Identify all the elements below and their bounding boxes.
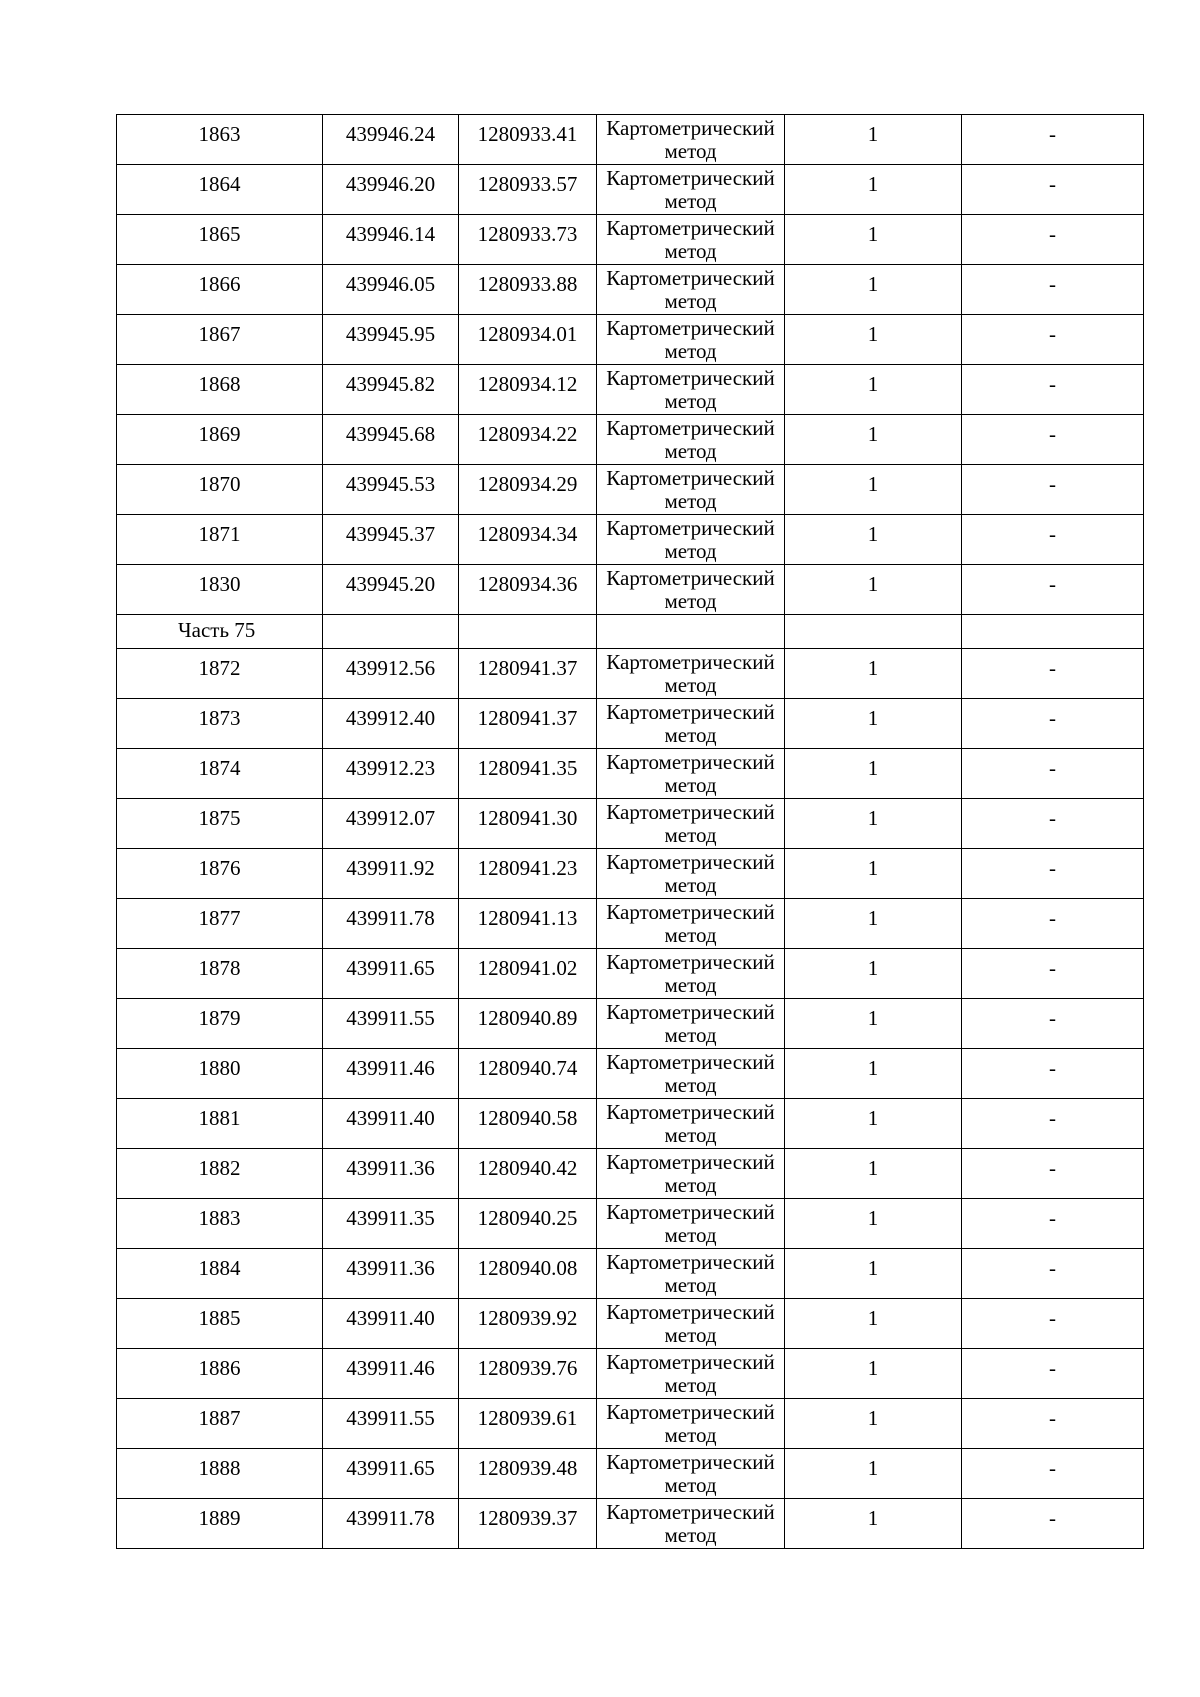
note-cell: -	[962, 1199, 1144, 1249]
point-number-cell: 1887	[117, 1399, 323, 1449]
note-cell: -	[962, 1499, 1144, 1549]
accuracy-cell: 1	[785, 115, 962, 165]
y-coordinate-cell: 1280933.88	[459, 265, 597, 315]
table-row	[117, 1499, 1144, 1549]
method-cell: Картометрический метод	[597, 849, 785, 899]
note-cell: -	[962, 899, 1144, 949]
point-number-cell: 1874	[117, 749, 323, 799]
method-cell: Картометрический метод	[597, 749, 785, 799]
note-cell: -	[962, 165, 1144, 215]
accuracy-cell: 1	[785, 1249, 962, 1299]
method-cell: Картометрический метод	[597, 565, 785, 615]
accuracy-cell: 1	[785, 515, 962, 565]
accuracy-cell: 1	[785, 799, 962, 849]
empty-cell	[323, 615, 459, 649]
y-coordinate-cell: 1280934.12	[459, 365, 597, 415]
empty-cell	[459, 615, 597, 649]
table-row	[117, 849, 1144, 899]
table-row	[117, 899, 1144, 949]
y-coordinate-cell: 1280940.25	[459, 1199, 597, 1249]
note-cell: -	[962, 315, 1144, 365]
y-coordinate-cell: 1280941.37	[459, 699, 597, 749]
note-cell: -	[962, 415, 1144, 465]
y-coordinate-cell: 1280934.29	[459, 465, 597, 515]
note-cell: -	[962, 999, 1144, 1049]
point-number-cell: 1883	[117, 1199, 323, 1249]
x-coordinate-cell: 439946.20	[323, 165, 459, 215]
point-number-cell: 1882	[117, 1149, 323, 1199]
point-number-cell: 1886	[117, 1349, 323, 1399]
point-number-cell: 1866	[117, 265, 323, 315]
y-coordinate-cell: 1280941.02	[459, 949, 597, 999]
y-coordinate-cell: 1280934.01	[459, 315, 597, 365]
y-coordinate-cell: 1280939.37	[459, 1499, 597, 1549]
method-cell: Картометрический метод	[597, 165, 785, 215]
note-cell: -	[962, 1299, 1144, 1349]
note-cell: -	[962, 115, 1144, 165]
note-cell: -	[962, 1249, 1144, 1299]
accuracy-cell: 1	[785, 649, 962, 699]
y-coordinate-cell: 1280934.34	[459, 515, 597, 565]
note-cell: -	[962, 1149, 1144, 1199]
y-coordinate-cell: 1280940.89	[459, 999, 597, 1049]
table-row	[117, 1299, 1144, 1349]
x-coordinate-cell: 439911.36	[323, 1249, 459, 1299]
x-coordinate-cell: 439911.55	[323, 999, 459, 1049]
x-coordinate-cell: 439911.36	[323, 1149, 459, 1199]
table-row	[117, 215, 1144, 265]
x-coordinate-cell: 439911.40	[323, 1299, 459, 1349]
method-cell: Картометрический метод	[597, 1049, 785, 1099]
y-coordinate-cell: 1280933.57	[459, 165, 597, 215]
x-coordinate-cell: 439912.40	[323, 699, 459, 749]
section-row	[117, 615, 1144, 649]
accuracy-cell: 1	[785, 849, 962, 899]
note-cell: -	[962, 699, 1144, 749]
method-cell: Картометрический метод	[597, 215, 785, 265]
table-row	[117, 365, 1144, 415]
method-cell: Картометрический метод	[597, 1099, 785, 1149]
x-coordinate-cell: 439912.23	[323, 749, 459, 799]
table-row	[117, 165, 1144, 215]
table-row	[117, 315, 1144, 365]
x-coordinate-cell: 439945.20	[323, 565, 459, 615]
x-coordinate-cell: 439911.40	[323, 1099, 459, 1149]
x-coordinate-cell: 439911.35	[323, 1199, 459, 1249]
point-number-cell: 1875	[117, 799, 323, 849]
method-cell: Картометрический метод	[597, 1399, 785, 1449]
y-coordinate-cell: 1280939.48	[459, 1449, 597, 1499]
table-row	[117, 949, 1144, 999]
method-cell: Картометрический метод	[597, 515, 785, 565]
method-cell: Картометрический метод	[597, 999, 785, 1049]
table-row	[117, 515, 1144, 565]
table-row	[117, 415, 1144, 465]
y-coordinate-cell: 1280940.42	[459, 1149, 597, 1199]
x-coordinate-cell: 439945.68	[323, 415, 459, 465]
note-cell: -	[962, 1049, 1144, 1099]
x-coordinate-cell: 439911.92	[323, 849, 459, 899]
method-cell: Картометрический метод	[597, 799, 785, 849]
point-number-cell: 1879	[117, 999, 323, 1049]
x-coordinate-cell: 439945.53	[323, 465, 459, 515]
note-cell: -	[962, 749, 1144, 799]
x-coordinate-cell: 439911.46	[323, 1049, 459, 1099]
point-number-cell: 1888	[117, 1449, 323, 1499]
method-cell: Картометрический метод	[597, 465, 785, 515]
note-cell: -	[962, 365, 1144, 415]
point-number-cell: 1868	[117, 365, 323, 415]
accuracy-cell: 1	[785, 265, 962, 315]
method-cell: Картометрический метод	[597, 1199, 785, 1249]
x-coordinate-cell: 439911.46	[323, 1349, 459, 1399]
x-coordinate-cell: 439946.14	[323, 215, 459, 265]
x-coordinate-cell: 439911.55	[323, 1399, 459, 1449]
point-number-cell: 1884	[117, 1249, 323, 1299]
point-number-cell: 1876	[117, 849, 323, 899]
table-row	[117, 1199, 1144, 1249]
y-coordinate-cell: 1280941.37	[459, 649, 597, 699]
accuracy-cell: 1	[785, 1499, 962, 1549]
table-row	[117, 1349, 1144, 1399]
y-coordinate-cell: 1280941.13	[459, 899, 597, 949]
y-coordinate-cell: 1280940.58	[459, 1099, 597, 1149]
table-row	[117, 1099, 1144, 1149]
y-coordinate-cell: 1280941.30	[459, 799, 597, 849]
method-cell: Картометрический метод	[597, 1349, 785, 1399]
method-cell: Картометрический метод	[597, 115, 785, 165]
table-row	[117, 749, 1144, 799]
y-coordinate-cell: 1280939.76	[459, 1349, 597, 1399]
note-cell: -	[962, 1449, 1144, 1499]
table-row	[117, 1049, 1144, 1099]
method-cell: Картометрический метод	[597, 1499, 785, 1549]
accuracy-cell: 1	[785, 749, 962, 799]
accuracy-cell: 1	[785, 315, 962, 365]
table-row	[117, 1449, 1144, 1499]
note-cell: -	[962, 515, 1144, 565]
note-cell: -	[962, 649, 1144, 699]
note-cell: -	[962, 799, 1144, 849]
table-row	[117, 799, 1144, 849]
x-coordinate-cell: 439946.24	[323, 115, 459, 165]
method-cell: Картометрический метод	[597, 1149, 785, 1199]
table-row	[117, 699, 1144, 749]
y-coordinate-cell: 1280933.73	[459, 215, 597, 265]
y-coordinate-cell: 1280940.08	[459, 1249, 597, 1299]
empty-cell	[597, 615, 785, 649]
accuracy-cell: 1	[785, 365, 962, 415]
y-coordinate-cell: 1280934.36	[459, 565, 597, 615]
point-number-cell: 1872	[117, 649, 323, 699]
point-number-cell: 1865	[117, 215, 323, 265]
table-row	[117, 999, 1144, 1049]
point-number-cell: 1863	[117, 115, 323, 165]
table-body	[117, 115, 1144, 1549]
point-number-cell: 1889	[117, 1499, 323, 1549]
accuracy-cell: 1	[785, 1399, 962, 1449]
accuracy-cell: 1	[785, 1349, 962, 1399]
point-number-cell: 1881	[117, 1099, 323, 1149]
note-cell: -	[962, 265, 1144, 315]
section-title: Часть 75	[117, 615, 323, 649]
method-cell: Картометрический метод	[597, 1249, 785, 1299]
point-number-cell: 1864	[117, 165, 323, 215]
method-cell: Картометрический метод	[597, 1299, 785, 1349]
accuracy-cell: 1	[785, 1299, 962, 1349]
y-coordinate-cell: 1280940.74	[459, 1049, 597, 1099]
method-cell: Картометрический метод	[597, 1449, 785, 1499]
accuracy-cell: 1	[785, 165, 962, 215]
point-number-cell: 1871	[117, 515, 323, 565]
coordinates-table	[116, 114, 1144, 1549]
table-row	[117, 115, 1144, 165]
note-cell: -	[962, 1399, 1144, 1449]
point-number-cell: 1877	[117, 899, 323, 949]
table-row	[117, 565, 1144, 615]
table-row	[117, 1149, 1144, 1199]
table-row	[117, 1399, 1144, 1449]
accuracy-cell: 1	[785, 465, 962, 515]
table-row	[117, 465, 1144, 515]
y-coordinate-cell: 1280934.22	[459, 415, 597, 465]
table-row	[117, 1249, 1144, 1299]
x-coordinate-cell: 439911.78	[323, 1499, 459, 1549]
x-coordinate-cell: 439945.95	[323, 315, 459, 365]
note-cell: -	[962, 565, 1144, 615]
point-number-cell: 1885	[117, 1299, 323, 1349]
x-coordinate-cell: 439911.65	[323, 949, 459, 999]
point-number-cell: 1867	[117, 315, 323, 365]
point-number-cell: 1880	[117, 1049, 323, 1099]
table-row	[117, 649, 1144, 699]
note-cell: -	[962, 1099, 1144, 1149]
point-number-cell: 1873	[117, 699, 323, 749]
accuracy-cell: 1	[785, 1099, 962, 1149]
method-cell: Картометрический метод	[597, 315, 785, 365]
y-coordinate-cell: 1280939.92	[459, 1299, 597, 1349]
empty-cell	[962, 615, 1144, 649]
x-coordinate-cell: 439912.07	[323, 799, 459, 849]
point-number-cell: 1878	[117, 949, 323, 999]
method-cell: Картометрический метод	[597, 899, 785, 949]
accuracy-cell: 1	[785, 999, 962, 1049]
table-row	[117, 265, 1144, 315]
x-coordinate-cell: 439945.37	[323, 515, 459, 565]
method-cell: Картометрический метод	[597, 415, 785, 465]
y-coordinate-cell: 1280941.35	[459, 749, 597, 799]
y-coordinate-cell: 1280939.61	[459, 1399, 597, 1449]
accuracy-cell: 1	[785, 415, 962, 465]
method-cell: Картометрический метод	[597, 649, 785, 699]
note-cell: -	[962, 465, 1144, 515]
point-number-cell: 1869	[117, 415, 323, 465]
accuracy-cell: 1	[785, 215, 962, 265]
accuracy-cell: 1	[785, 1449, 962, 1499]
x-coordinate-cell: 439946.05	[323, 265, 459, 315]
accuracy-cell: 1	[785, 565, 962, 615]
empty-cell	[785, 615, 962, 649]
method-cell: Картометрический метод	[597, 365, 785, 415]
note-cell: -	[962, 1349, 1144, 1399]
x-coordinate-cell: 439911.78	[323, 899, 459, 949]
x-coordinate-cell: 439945.82	[323, 365, 459, 415]
point-number-cell: 1830	[117, 565, 323, 615]
note-cell: -	[962, 215, 1144, 265]
note-cell: -	[962, 949, 1144, 999]
x-coordinate-cell: 439912.56	[323, 649, 459, 699]
method-cell: Картометрический метод	[597, 699, 785, 749]
accuracy-cell: 1	[785, 949, 962, 999]
accuracy-cell: 1	[785, 899, 962, 949]
accuracy-cell: 1	[785, 1199, 962, 1249]
point-number-cell: 1870	[117, 465, 323, 515]
y-coordinate-cell: 1280941.23	[459, 849, 597, 899]
note-cell: -	[962, 849, 1144, 899]
accuracy-cell: 1	[785, 1149, 962, 1199]
method-cell: Картометрический метод	[597, 949, 785, 999]
x-coordinate-cell: 439911.65	[323, 1449, 459, 1499]
y-coordinate-cell: 1280933.41	[459, 115, 597, 165]
accuracy-cell: 1	[785, 699, 962, 749]
accuracy-cell: 1	[785, 1049, 962, 1099]
method-cell: Картометрический метод	[597, 265, 785, 315]
